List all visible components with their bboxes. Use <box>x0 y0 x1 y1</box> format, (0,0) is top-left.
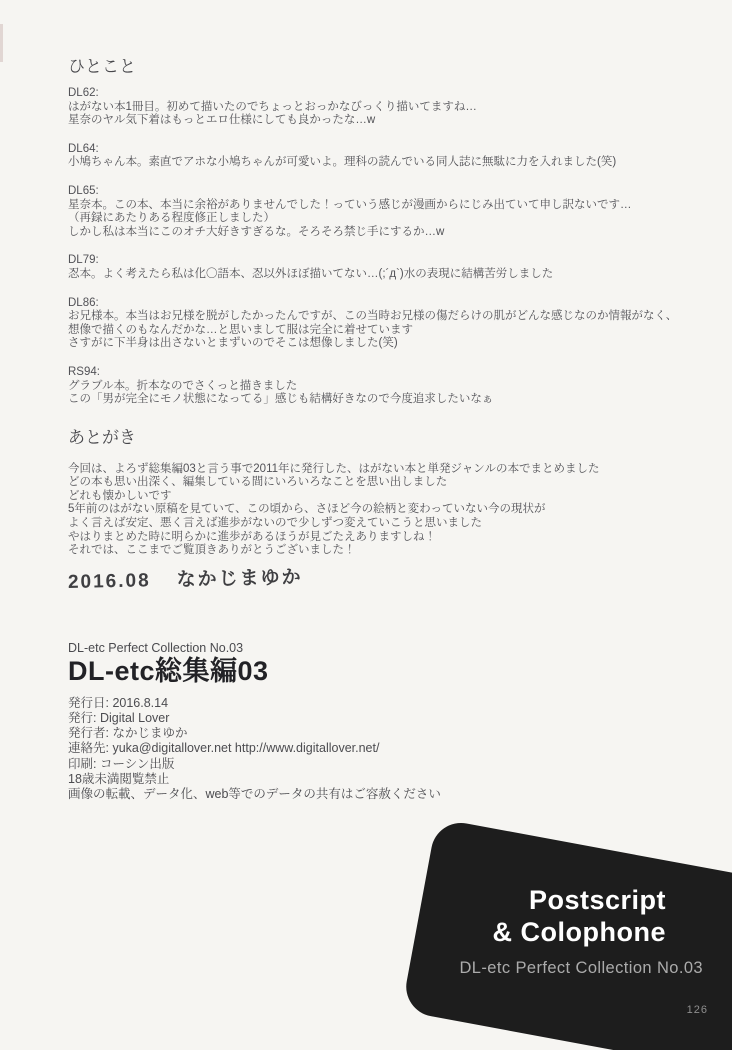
entry-label: DL65: <box>68 184 99 197</box>
atogaki-line: それでは、ここまでご覧頂きありがとうございました！ <box>68 544 356 557</box>
entry-label: DL86: <box>68 296 99 309</box>
entry-label: DL64: <box>68 142 99 155</box>
colophon-printer: 印刷: コーシン出版 <box>68 756 175 771</box>
entry-line: この「男が完全にモノ状態になってる」感じも結構好きなので今度追求したいなぁ <box>68 393 494 406</box>
hitokoto-header: ひとこと <box>68 57 136 76</box>
badge-subtitle: DL-etc Perfect Collection No.03 <box>459 959 703 977</box>
entry-line: 星奈のヤル気下着はもっとエロ仕様にしても良かったな…w <box>68 114 376 127</box>
atogaki-line: どれも懐かしいです <box>68 489 172 502</box>
collection-label: DL-etc Perfect Collection No.03 <box>68 640 244 655</box>
badge-title <box>493 884 666 948</box>
entry-line: はがない本1冊目。初めて描いたのでちょっとおっかなびっくり描いてますね… <box>68 100 477 113</box>
handwritten-signature <box>68 557 714 595</box>
colophon <box>68 696 714 802</box>
entry-line: 星奈本。この本、本当に余裕がありませんでした！っていう感じが漫画からにじみ出ていて申し訳ないです… <box>68 198 632 211</box>
comment-entry-dl79 <box>68 254 714 281</box>
entry-label: DL62: <box>68 87 99 99</box>
entry-line: 忍本。よく考えたら私は化〇語本、忍以外ほぼ描いてない…(;´д`)水の表現に結構苦労しました <box>68 267 554 280</box>
entry-line: 想像で描くのもなんだかな…と思いまして服は完全に着せています <box>68 323 413 336</box>
book-title: DL-etc総集編03 <box>68 655 269 686</box>
atogaki-line: どの本も思い出深く、編集している間にいろいろなことを思い出しました <box>68 476 448 489</box>
entry-line: グラブル本。折本なのでさくっと描きました <box>68 379 298 392</box>
page-number: 126 <box>686 1004 708 1016</box>
comment-entry-rs94 <box>68 366 714 407</box>
entry-label: DL79: <box>68 254 99 267</box>
colophon-publisher: 発行: Digital Lover <box>68 711 170 726</box>
signature-name: なかじまゆか <box>176 566 303 591</box>
badge-title-line2: & Colophone <box>492 917 666 947</box>
atogaki-line: 今回は、よろず総集編03と言う事で2011年に発行した、はがない本と単発ジャンルの本でまとめました <box>68 462 600 475</box>
page-body <box>68 56 714 802</box>
signature-date: 2016.08 <box>67 570 151 593</box>
scan-artifact <box>0 24 3 62</box>
title-block <box>68 641 714 686</box>
colophon-contact: 連絡先: yuka@digitallover.net http://www.digitallover.net/ <box>68 741 380 756</box>
entry-line: （再録にあたりある程度修正しました） <box>68 212 275 225</box>
colophon-age-restriction: 18歳未満閲覧禁止 <box>68 771 170 786</box>
entry-line: さすがに下半身は出さないとまずいのでそこは想像しました(笑) <box>68 337 398 350</box>
atogaki-paragraph <box>68 463 714 558</box>
atogaki-header: あとがき <box>68 427 136 447</box>
entry-label: RS94: <box>68 365 100 378</box>
colophon-copyright-notice: 画像の転載、データ化、web等でのデータの共有はご容赦ください <box>68 787 441 802</box>
comment-entry-dl65 <box>68 185 714 239</box>
atogaki-line: よく言えば安定、悪く言えば進歩がないので少しずつ変えていこうと思いました <box>68 517 482 530</box>
comment-entry-dl62 <box>68 87 714 128</box>
badge-title-line1: Postscript <box>528 885 666 915</box>
atogaki-line: やはりまとめた時に明らかに進歩があるほうが見ごたえありますしね！ <box>68 530 436 543</box>
entry-line: 小鳩ちゃん本。素直でアホな小鳩ちゃんが可愛いよ。理科の読んでいる同人誌に無駄に力を入れました(笑) <box>68 156 617 169</box>
atogaki-line: 5年前のはがない原稿を見ていて、この頃から、さほど今の絵柄と変わっていない今の現状が <box>68 503 546 516</box>
comment-entry-dl86 <box>68 297 714 351</box>
colophon-author: 発行者: なかじまゆか <box>68 726 188 741</box>
entry-line: お兄様本。本当はお兄様を脱がしたかったんですが、この当時お兄様の傷だらけの肌がどんな感じなのか情報がなく、 <box>68 310 678 323</box>
comment-entry-dl64 <box>68 143 714 170</box>
entry-line: しかし私は本当にこのオチ大好きすぎるな。そろそろ禁じ手にするか…w <box>68 225 445 238</box>
colophon-publish-date: 発行日: 2016.8.14 <box>68 695 169 710</box>
